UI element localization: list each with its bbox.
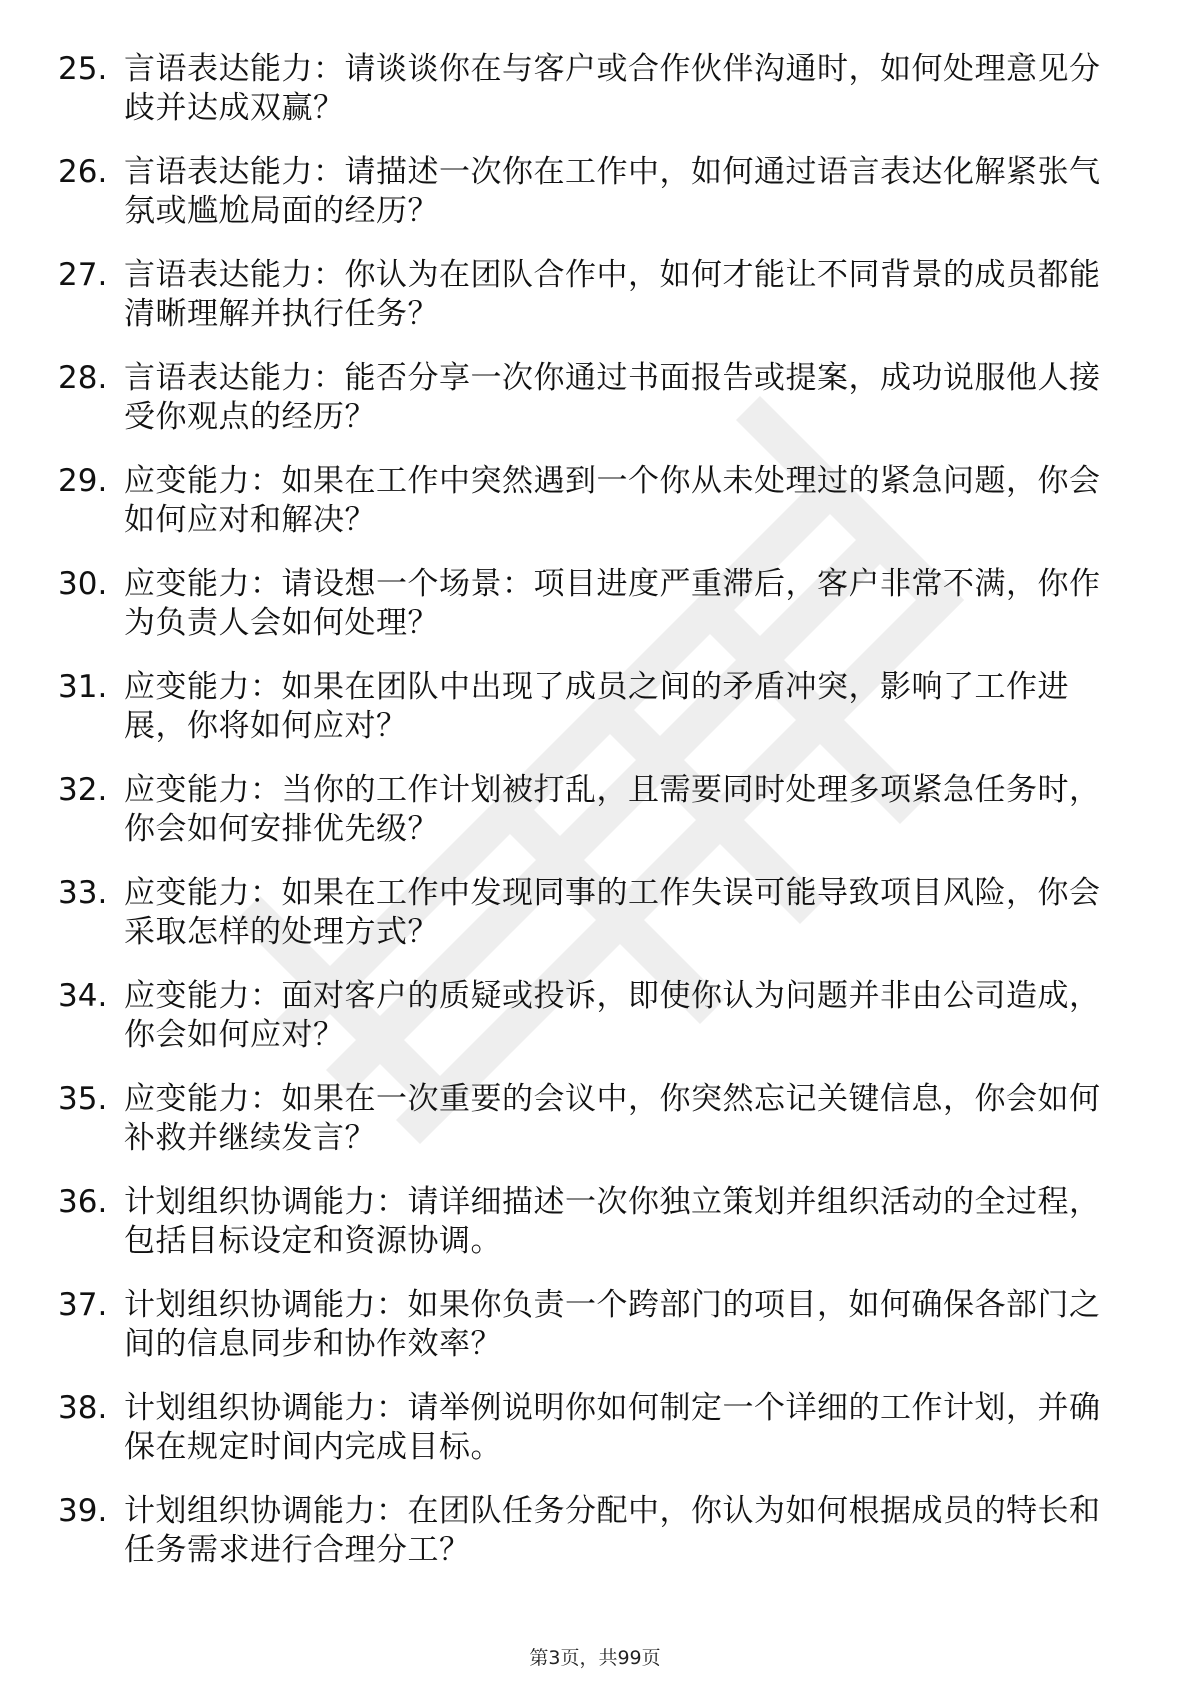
question-text: 计划组织协调能力：请举例说明你如何制定一个详细的工作计划，并确保在规定时间内完成目标。 (124, 1390, 1101, 1465)
question-text: 应变能力：如果在工作中发现同事的工作失误可能导致项目风险，你会采取怎样的处理方式？ (124, 875, 1101, 950)
question-text: 计划组织协调能力：在团队任务分配中，你认为如何根据成员的特长和任务需求进行合理分工？ (124, 1493, 1101, 1568)
question-number: 25. (58, 51, 108, 87)
question-text: 应变能力：如果在团队中出现了成员之间的矛盾冲突，影响了工作进展，你将如何应对？ (124, 669, 1069, 744)
question-number: 35. (58, 1081, 108, 1117)
question-text: 应变能力：如果在工作中突然遇到一个你从未处理过的紧急问题，你会如何应对和解决？ (124, 463, 1101, 538)
question-list (58, 50, 1118, 1595)
question-number: 34. (58, 978, 108, 1014)
question-number: 37. (58, 1287, 108, 1323)
question-text: 言语表达能力：能否分享一次你通过书面报告或提案，成功说服他人接受你观点的经历？ (124, 360, 1101, 435)
question-item (58, 565, 1118, 668)
question-text: 言语表达能力：请描述一次你在工作中，如何通过语言表达化解紧张气氛或尴尬局面的经历？ (124, 154, 1101, 229)
question-item (58, 1389, 1118, 1492)
question-item (58, 874, 1118, 977)
question-item (58, 668, 1118, 771)
question-item (58, 977, 1118, 1080)
question-item (58, 153, 1118, 256)
question-number: 27. (58, 257, 108, 293)
question-number: 33. (58, 875, 108, 911)
question-item (58, 359, 1118, 462)
question-text: 言语表达能力：请谈谈你在与客户或合作伙伴沟通时，如何处理意见分歧并达成双赢？ (124, 51, 1101, 126)
question-number: 29. (58, 463, 108, 499)
question-item (58, 1183, 1118, 1286)
page-footer: 第3页，共99页 (529, 1647, 661, 1669)
question-text: 应变能力：如果在一次重要的会议中，你突然忘记关键信息，你会如何补救并继续发言？ (124, 1081, 1101, 1156)
question-text: 应变能力：当你的工作计划被打乱，且需要同时处理多项紧急任务时，你会如何安排优先级？ (124, 772, 1101, 847)
question-item (58, 50, 1118, 153)
question-item (58, 256, 1118, 359)
question-number: 26. (58, 154, 108, 190)
question-item (58, 1492, 1118, 1595)
question-number: 32. (58, 772, 108, 808)
question-number: 28. (58, 360, 108, 396)
question-number: 38. (58, 1390, 108, 1426)
question-number: 39. (58, 1493, 108, 1529)
question-text: 应变能力：请设想一个场景：项目进度严重滞后，客户非常不满，你作为负责人会如何处理？ (124, 566, 1101, 641)
question-item (58, 771, 1118, 874)
question-text: 言语表达能力：你认为在团队合作中，如何才能让不同背景的成员都能清晰理解并执行任务？ (124, 257, 1101, 332)
question-number: 36. (58, 1184, 108, 1220)
question-item (58, 1080, 1118, 1183)
question-text: 计划组织协调能力：如果你负责一个跨部门的项目，如何确保各部门之间的信息同步和协作效率？ (124, 1287, 1101, 1362)
question-text: 计划组织协调能力：请详细描述一次你独立策划并组织活动的全过程，包括目标设定和资源协调。 (124, 1184, 1101, 1259)
question-number: 30. (58, 566, 108, 602)
question-item (58, 1286, 1118, 1389)
question-item (58, 462, 1118, 565)
question-text: 应变能力：面对客户的质疑或投诉，即使你认为问题并非由公司造成，你会如何应对？ (124, 978, 1101, 1053)
question-number: 31. (58, 669, 108, 705)
